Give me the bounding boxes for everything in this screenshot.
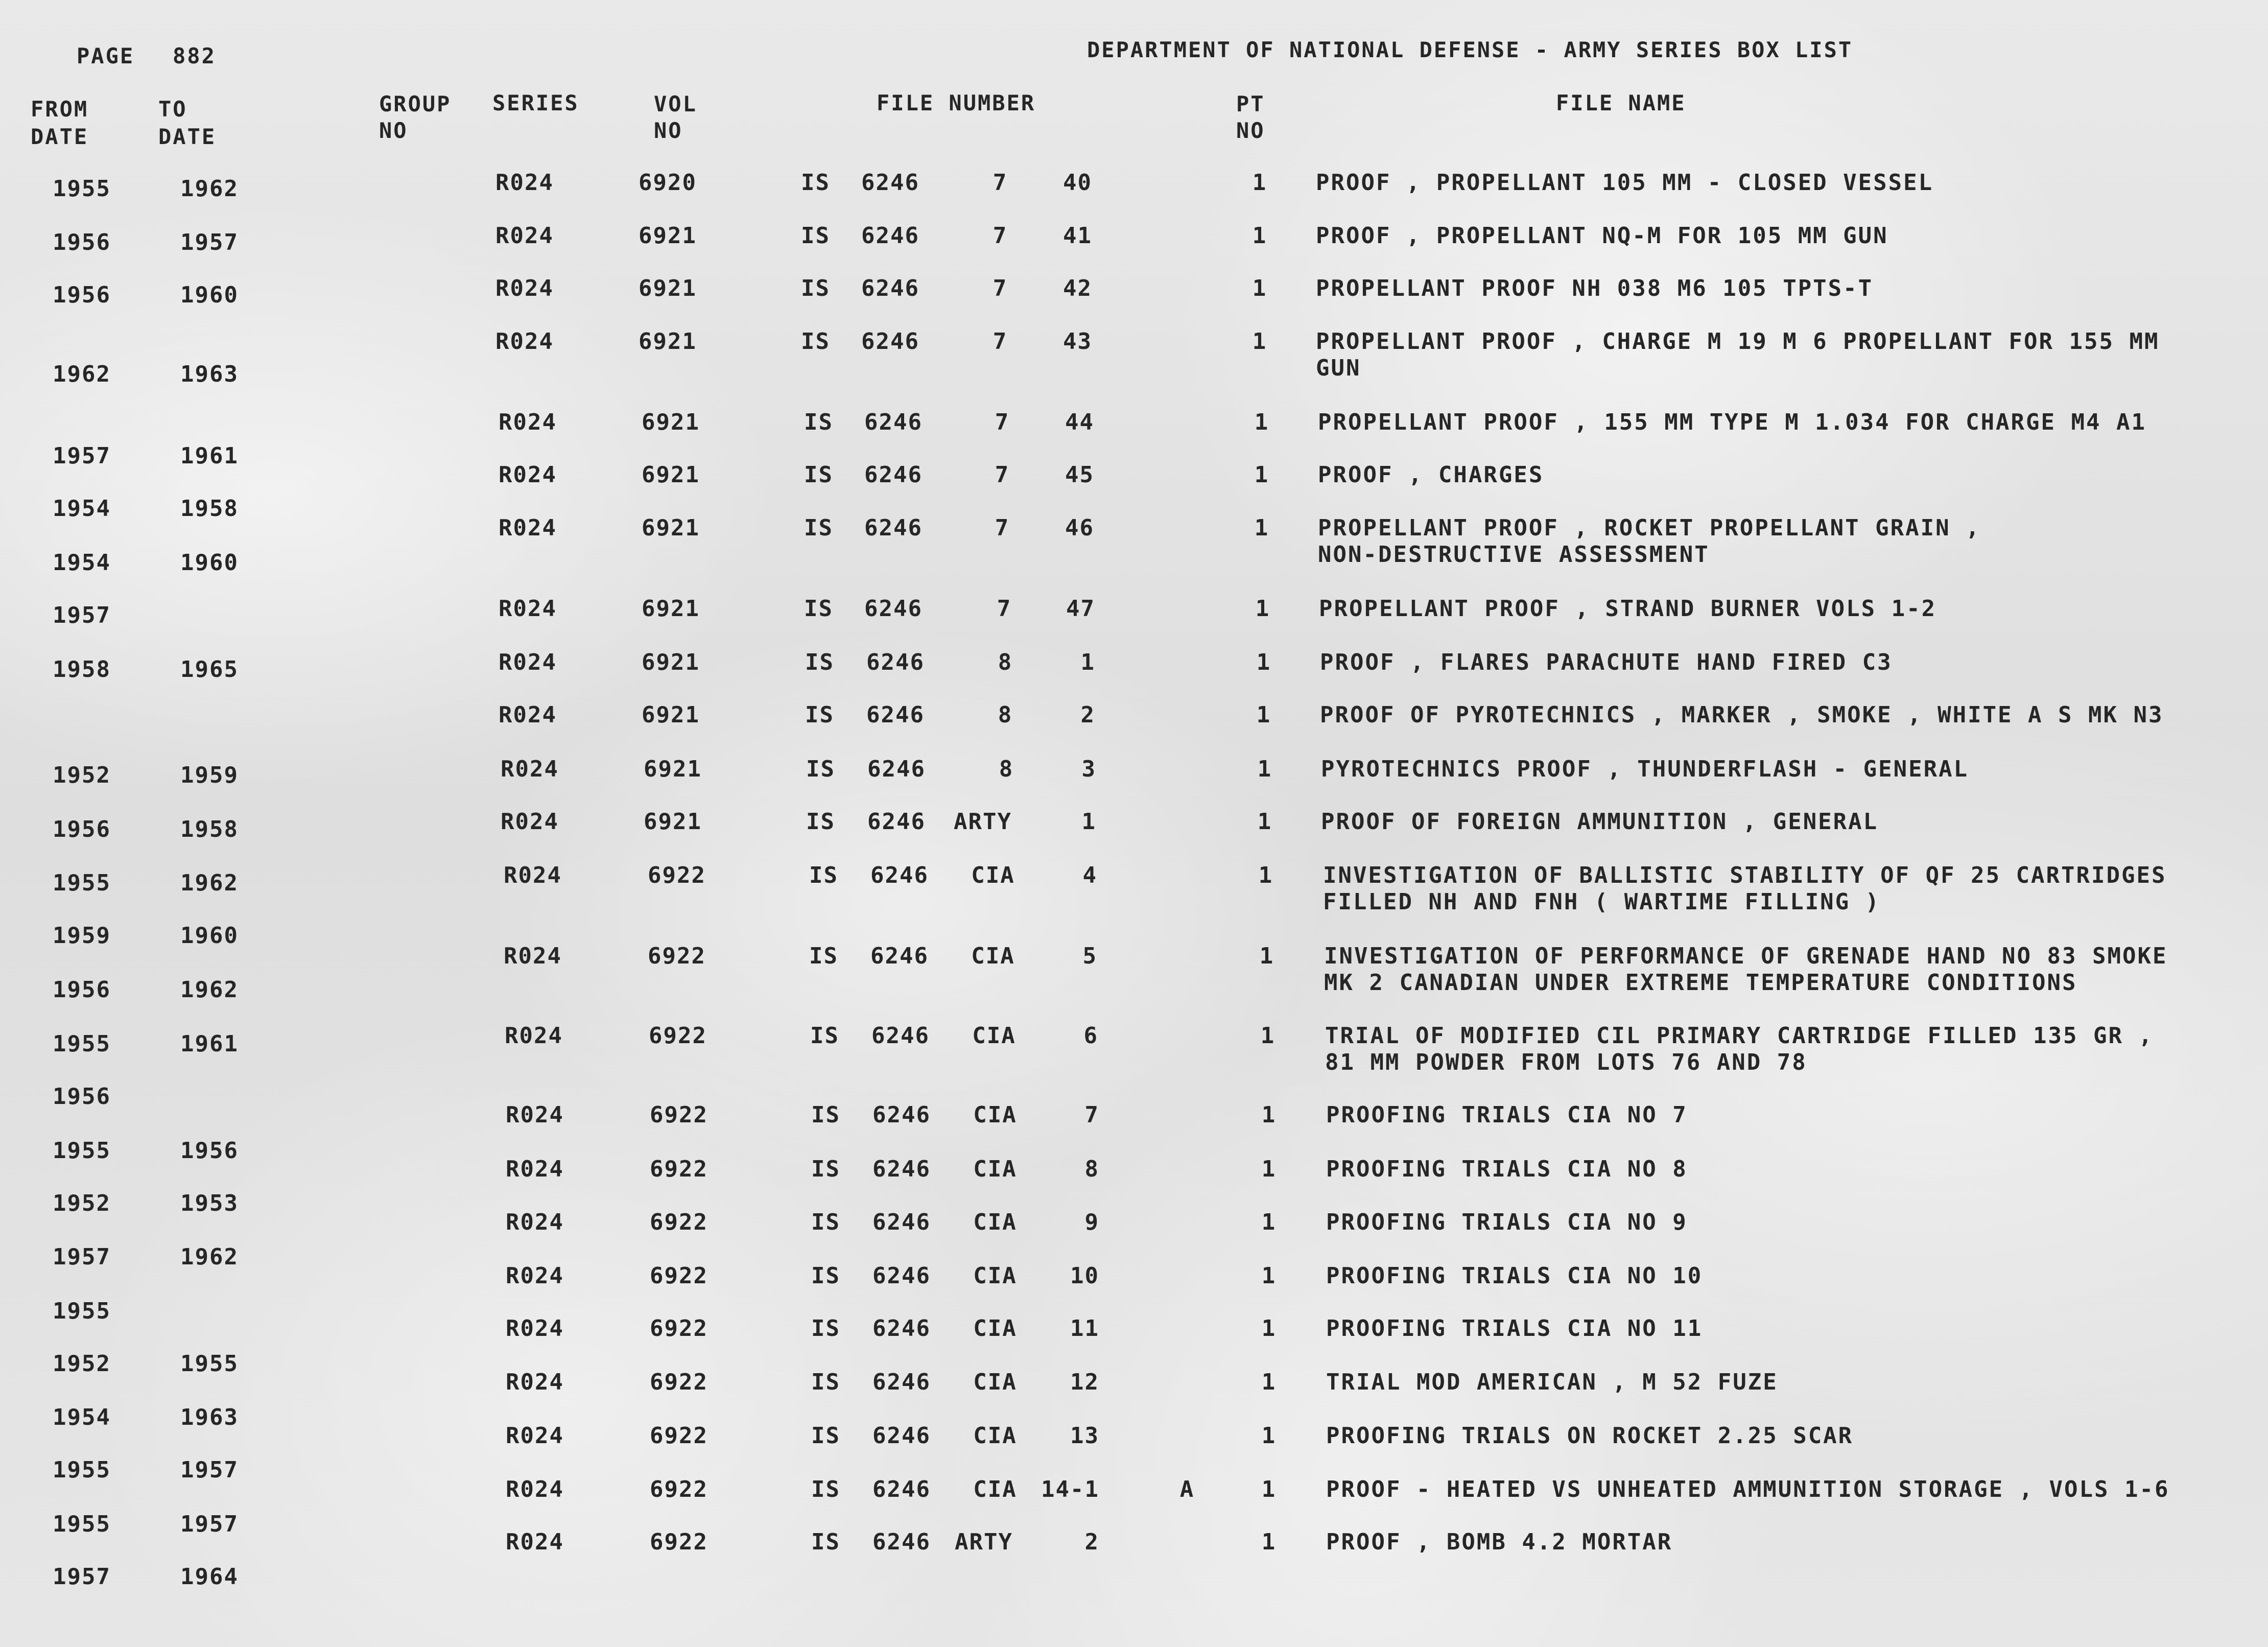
file-main-cell: 6246 <box>866 649 925 675</box>
table-row <box>0 409 2268 435</box>
file-main-cell: 6246 <box>861 275 919 301</box>
file-name-cell: PROOFING TRIALS CIA NO 11 <box>1326 1315 1703 1342</box>
vol-cell: 6921 <box>644 756 702 782</box>
file-item-cell: 8 <box>1084 1156 1099 1182</box>
pt-cell: 1 <box>1260 1023 1275 1049</box>
document-title: DEPARTMENT OF NATIONAL DEFENSE - ARMY SERIES BOX LIST <box>1087 37 1853 62</box>
header-series: SERIES <box>492 90 579 115</box>
table-row <box>0 1156 2268 1182</box>
from-date: 1956 <box>53 816 111 842</box>
file-main-cell: 6246 <box>861 223 919 249</box>
pt-cell: 1 <box>1254 409 1269 435</box>
to-date: 1957 <box>180 1457 239 1483</box>
file-main-cell: 6246 <box>872 1209 931 1235</box>
file-item-cell: 2 <box>1080 702 1095 728</box>
file-sub-cell: CIA <box>973 1476 1017 1502</box>
series-cell: R024 <box>499 702 557 728</box>
to-date: 1960 <box>180 923 239 949</box>
vol-cell: 6921 <box>642 702 700 728</box>
file-sub-cell: CIA <box>973 1369 1017 1395</box>
from-date: 1954 <box>53 550 111 576</box>
file-name-cell: INVESTIGATION OF BALLISTIC STABILITY OF QF 25 CARTRIDGES <box>1323 862 2167 888</box>
file-main-cell: 6246 <box>872 1529 931 1555</box>
series-cell: R024 <box>504 943 562 969</box>
file-prefix-cell: IS <box>811 1156 840 1182</box>
file-prefix-cell: IS <box>811 1102 840 1128</box>
to-date: 1957 <box>180 1511 239 1537</box>
vol-cell: 6922 <box>649 1023 707 1049</box>
file-sub-cell: ARTY <box>954 809 1012 835</box>
to-date: 1961 <box>180 1031 239 1057</box>
file-main-cell: 6246 <box>872 1315 931 1342</box>
pt-cell: 1 <box>1261 1369 1277 1395</box>
to-date: 1957 <box>180 229 239 255</box>
to-date: 1953 <box>180 1190 239 1216</box>
file-name-cell: PROOF , CHARGES <box>1318 462 1544 488</box>
pt-cell: 1 <box>1256 649 1271 675</box>
vol-cell: 6921 <box>639 275 697 301</box>
file-item-cell: 2 <box>1084 1529 1099 1555</box>
header-group-no-line2: NO <box>379 118 408 143</box>
to-date: 1964 <box>180 1564 239 1590</box>
file-prefix-cell: IS <box>805 702 834 728</box>
from-date: 1957 <box>53 443 111 469</box>
from-date: 1958 <box>53 656 111 683</box>
from-date: 1952 <box>53 762 111 788</box>
pt-cell: 1 <box>1261 1315 1277 1342</box>
file-prefix-cell: IS <box>811 1209 840 1235</box>
vol-cell: 6922 <box>650 1156 708 1182</box>
series-cell: R024 <box>499 596 557 622</box>
vol-cell: 6921 <box>642 462 700 488</box>
series-cell: R024 <box>501 756 559 782</box>
vol-cell: 6921 <box>642 409 700 435</box>
vol-cell: 6922 <box>650 1102 708 1128</box>
file-item-cell: 47 <box>1066 596 1095 622</box>
file-main-cell: 6246 <box>872 1263 931 1289</box>
table-row <box>0 1209 2268 1235</box>
file-sub-cell: 8 <box>998 649 1013 675</box>
series-cell: R024 <box>499 515 557 541</box>
file-main-cell: 6246 <box>864 596 923 622</box>
from-date: 1956 <box>53 282 111 308</box>
to-date: 1960 <box>180 550 239 576</box>
series-cell: R024 <box>499 649 557 675</box>
file-prefix-cell: IS <box>801 223 830 249</box>
file-sub-cell: CIA <box>972 1023 1016 1049</box>
file-name-cell: PROOF OF FOREIGN AMMUNITION , GENERAL <box>1321 809 1879 835</box>
file-item-cell: 7 <box>1084 1102 1099 1128</box>
file-sub-cell: CIA <box>973 1423 1017 1449</box>
to-date: 1962 <box>180 870 239 896</box>
file-name-cell: PYROTECHNICS PROOF , THUNDERFLASH - GENERAL <box>1321 756 1969 782</box>
file-name-cell: PROOF , FLARES PARACHUTE HAND FIRED C3 <box>1320 649 1893 675</box>
series-cell: R024 <box>504 862 562 888</box>
file-main-cell: 6246 <box>864 515 923 541</box>
header-file-number: FILE NUMBER <box>877 90 1036 115</box>
from-date: 1955 <box>53 176 111 202</box>
pt-cell: 1 <box>1254 462 1269 488</box>
file-main-cell: 6246 <box>866 702 925 728</box>
to-date: 1960 <box>180 282 239 308</box>
from-date: 1955 <box>53 1298 111 1324</box>
vol-cell: 6922 <box>650 1529 708 1555</box>
table-row <box>0 1529 2268 1555</box>
file-prefix-cell: IS <box>811 1529 840 1555</box>
pt-cell: 1 <box>1261 1529 1277 1555</box>
pt-cell: 1 <box>1252 223 1267 249</box>
file-name-cell: PROOF , PROPELLANT NQ-M FOR 105 MM GUN <box>1316 223 1888 249</box>
file-sub-cell: 7 <box>995 462 1010 488</box>
file-name-cell: INVESTIGATION OF PERFORMANCE OF GRENADE HAND NO 83 SMOKE <box>1324 943 2168 969</box>
to-date: 1961 <box>180 443 239 469</box>
series-cell: R024 <box>495 223 554 249</box>
file-prefix-cell: IS <box>805 649 834 675</box>
to-date: 1958 <box>180 816 239 842</box>
from-date: 1957 <box>53 602 111 628</box>
table-row <box>0 1369 2268 1395</box>
file-item-cell: 6 <box>1083 1023 1098 1049</box>
file-prefix-cell: IS <box>810 1023 839 1049</box>
file-sub-cell: ARTY <box>955 1529 1013 1555</box>
file-sub-cell: 8 <box>999 756 1014 782</box>
from-date: 1954 <box>53 1404 111 1430</box>
to-date: 1962 <box>180 176 239 202</box>
file-main-cell: 6246 <box>861 328 919 355</box>
from-date: 1955 <box>53 1138 111 1164</box>
series-cell: R024 <box>495 170 554 196</box>
file-main-cell: 6246 <box>864 409 923 435</box>
file-main-cell: 6246 <box>872 1476 931 1502</box>
series-cell: R024 <box>501 809 559 835</box>
pt-cell: 1 <box>1261 1102 1277 1128</box>
pt-cell: 1 <box>1259 943 1274 969</box>
file-sub-cell: CIA <box>973 1263 1017 1289</box>
file-name-cell: PROOF , PROPELLANT 105 MM - CLOSED VESSEL <box>1316 170 1934 196</box>
from-date: 1957 <box>53 1564 111 1590</box>
file-item-cell: 40 <box>1063 170 1092 196</box>
file-item-cell: 5 <box>1082 943 1097 969</box>
pt-cell: 1 <box>1261 1156 1277 1182</box>
series-cell: R024 <box>506 1156 564 1182</box>
file-prefix-cell: IS <box>811 1476 840 1502</box>
file-prefix-cell: IS <box>811 1315 840 1342</box>
header-group-no-line1: GROUP <box>379 91 452 116</box>
to-date: 1965 <box>180 656 239 683</box>
to-date: 1962 <box>180 1244 239 1270</box>
from-date: 1956 <box>53 1084 111 1110</box>
file-prefix-cell: IS <box>804 515 833 541</box>
vol-cell: 6922 <box>650 1369 708 1395</box>
page-label: PAGE <box>77 43 135 68</box>
series-cell: R024 <box>506 1369 564 1395</box>
vol-cell: 6921 <box>644 809 702 835</box>
from-date: 1955 <box>53 1511 111 1537</box>
to-date: 1958 <box>180 496 239 522</box>
series-cell: R024 <box>506 1315 564 1342</box>
header-to-date-line2: DATE <box>158 124 217 149</box>
series-cell: R024 <box>506 1529 564 1555</box>
file-main-cell: 6246 <box>872 1423 931 1449</box>
table-row <box>0 462 2268 488</box>
header-file-name: FILE NAME <box>1556 90 1686 115</box>
vol-cell: 6922 <box>648 862 706 888</box>
file-prefix-cell: IS <box>804 596 833 622</box>
pt-cell: 1 <box>1261 1209 1277 1235</box>
vol-cell: 6922 <box>650 1263 708 1289</box>
vol-cell: 6922 <box>648 943 706 969</box>
file-prefix-cell: IS <box>811 1369 840 1395</box>
file-main-cell: 6246 <box>870 862 929 888</box>
to-date: 1955 <box>180 1351 239 1377</box>
to-date: 1963 <box>180 361 239 387</box>
file-item-cell: 13 <box>1070 1423 1099 1449</box>
pt-cell: 1 <box>1255 596 1270 622</box>
file-main-cell: 6246 <box>872 1156 931 1182</box>
file-sub-cell: CIA <box>973 1315 1017 1342</box>
from-date: 1954 <box>53 496 111 522</box>
series-cell: R024 <box>495 328 554 355</box>
pt-cell: 1 <box>1261 1423 1277 1449</box>
file-name-cell: PROPELLANT PROOF , CHARGE M 19 M 6 PROPELLANT FOR 155 MM <box>1316 328 2160 355</box>
vol-cell: 6921 <box>642 649 700 675</box>
series-cell: R024 <box>505 1023 563 1049</box>
pt-cell: 1 <box>1261 1263 1277 1289</box>
table-row <box>0 702 2268 728</box>
file-sub-cell: 7 <box>993 328 1008 355</box>
pt-cell: 1 <box>1258 862 1273 888</box>
series-cell: R024 <box>499 409 557 435</box>
to-date: 1963 <box>180 1404 239 1430</box>
file-prefix-cell: IS <box>804 462 833 488</box>
file-item-cell: 3 <box>1081 756 1096 782</box>
from-date: 1955 <box>53 870 111 896</box>
from-date: 1955 <box>53 1031 111 1057</box>
file-prefix-cell: IS <box>804 409 833 435</box>
file-prefix-cell: IS <box>809 862 838 888</box>
file-sub-cell: CIA <box>973 1209 1017 1235</box>
series-cell: R024 <box>495 275 554 301</box>
file-prefix-cell: IS <box>806 756 835 782</box>
series-cell: R024 <box>499 462 557 488</box>
file-item-cell: 10 <box>1070 1263 1099 1289</box>
file-name-cell: TRIAL MOD AMERICAN , M 52 FUZE <box>1326 1369 1778 1395</box>
file-prefix-cell: IS <box>811 1423 840 1449</box>
page-number: 882 <box>173 43 216 68</box>
header-from-date-line1: FROM <box>31 97 89 122</box>
from-date: 1952 <box>53 1351 111 1377</box>
to-date: 1959 <box>180 762 239 788</box>
table-row <box>0 1102 2268 1128</box>
file-sub-cell: 7 <box>993 275 1008 301</box>
file-name-cell: PROOFING TRIALS CIA NO 8 <box>1326 1156 1688 1182</box>
file-name-cell-line2: NON-DESTRUCTIVE ASSESSMENT <box>1318 542 1710 568</box>
from-date: 1959 <box>53 923 111 949</box>
file-item-cell: 9 <box>1084 1209 1099 1235</box>
file-item-cell: 1 <box>1080 649 1095 675</box>
file-item-cell: 41 <box>1063 223 1092 249</box>
file-item-cell: 45 <box>1065 462 1094 488</box>
file-sub-cell: CIA <box>971 943 1015 969</box>
file-prefix-cell: IS <box>801 275 830 301</box>
file-item-cell: 14-1 <box>1041 1476 1099 1502</box>
from-date: 1956 <box>53 977 111 1003</box>
file-prefix-cell: IS <box>806 809 835 835</box>
header-to-date-line1: TO <box>158 97 187 122</box>
file-sub-cell: 7 <box>997 596 1012 622</box>
vol-cell: 6922 <box>650 1476 708 1502</box>
vol-cell: 6920 <box>639 170 697 196</box>
from-date: 1957 <box>53 1244 111 1270</box>
file-item-cell: 12 <box>1070 1369 1099 1395</box>
file-main-cell: 6246 <box>872 1102 931 1128</box>
to-date: 1956 <box>180 1138 239 1164</box>
vol-cell: 6922 <box>650 1423 708 1449</box>
series-cell: R024 <box>506 1423 564 1449</box>
table-row <box>0 1423 2268 1449</box>
pt-cell: 1 <box>1252 328 1267 355</box>
file-item-cell: 11 <box>1070 1315 1099 1342</box>
file-main-cell: 6246 <box>864 462 923 488</box>
vol-cell: 6922 <box>650 1209 708 1235</box>
from-date: 1962 <box>53 361 111 387</box>
series-cell: R024 <box>506 1102 564 1128</box>
file-name-cell: PROOF - HEATED VS UNHEATED AMMUNITION STORAGE , VOLS 1-6 <box>1326 1476 2170 1502</box>
file-name-cell: PROPELLANT PROOF , ROCKET PROPELLANT GRAIN , <box>1318 515 1981 541</box>
file-name-cell: PROPELLANT PROOF NH 038 M6 105 TPTS-T <box>1316 275 1874 301</box>
file-main-cell: 6246 <box>872 1369 931 1395</box>
vol-cell: 6921 <box>642 515 700 541</box>
pt-cell: 1 <box>1261 1476 1277 1502</box>
file-prefix-cell: IS <box>801 170 830 196</box>
series-cell: R024 <box>506 1209 564 1235</box>
file-sub-cell: CIA <box>971 862 1015 888</box>
pt-cell: 1 <box>1254 515 1269 541</box>
file-name-cell: PROOFING TRIALS CIA NO 10 <box>1326 1263 1703 1289</box>
vol-cell: 6921 <box>639 223 697 249</box>
ref-cell: A <box>1179 1476 1195 1502</box>
file-prefix-cell: IS <box>809 943 838 969</box>
to-date: 1962 <box>180 977 239 1003</box>
file-name-cell-line2: FILLED NH AND FNH ( WARTIME FILLING ) <box>1323 889 1881 915</box>
file-name-cell-line2: 81 MM POWDER FROM LOTS 76 AND 78 <box>1325 1049 1807 1075</box>
from-date: 1956 <box>53 229 111 255</box>
vol-cell: 6921 <box>642 596 700 622</box>
header-pt-no-line1: PT <box>1236 91 1265 116</box>
series-cell: R024 <box>506 1263 564 1289</box>
pt-cell: 1 <box>1252 170 1267 196</box>
from-date: 1955 <box>53 1457 111 1483</box>
file-item-cell: 43 <box>1063 328 1092 355</box>
file-main-cell: 6246 <box>867 756 926 782</box>
file-main-cell: 6246 <box>861 170 919 196</box>
file-sub-cell: 7 <box>993 170 1008 196</box>
file-item-cell: 1 <box>1081 809 1096 835</box>
pt-cell: 1 <box>1256 702 1271 728</box>
series-cell: R024 <box>506 1476 564 1502</box>
file-name-cell: PROOF , BOMB 4.2 MORTAR <box>1326 1529 1673 1555</box>
file-main-cell: 6246 <box>871 1023 930 1049</box>
file-sub-cell: CIA <box>973 1102 1017 1128</box>
file-sub-cell: 7 <box>995 515 1010 541</box>
file-main-cell: 6246 <box>867 809 926 835</box>
file-name-cell: PROPELLANT PROOF , STRAND BURNER VOLS 1-2 <box>1319 596 1937 622</box>
file-name-cell: TRIAL OF MODIFIED CIL PRIMARY CARTRIDGE FILLED 135 GR , <box>1325 1023 2154 1049</box>
file-sub-cell: CIA <box>973 1156 1017 1182</box>
header-vol-no-line1: VOL <box>654 91 697 116</box>
file-item-cell: 44 <box>1065 409 1094 435</box>
header-from-date-line2: DATE <box>31 124 89 149</box>
file-sub-cell: 7 <box>993 223 1008 249</box>
file-prefix-cell: IS <box>811 1263 840 1289</box>
vol-cell: 6921 <box>639 328 697 355</box>
header-pt-no-line2: NO <box>1236 118 1265 143</box>
file-name-cell: PROOF OF PYROTECHNICS , MARKER , SMOKE , WHITE A S MK N3 <box>1320 702 2164 728</box>
file-sub-cell: 8 <box>998 702 1013 728</box>
header-vol-no-line2: NO <box>654 118 683 143</box>
file-item-cell: 4 <box>1082 862 1097 888</box>
table-row <box>0 1263 2268 1289</box>
pt-cell: 1 <box>1252 275 1267 301</box>
file-name-cell: PROOFING TRIALS ON ROCKET 2.25 SCAR <box>1326 1423 1854 1449</box>
pt-cell: 1 <box>1257 809 1272 835</box>
file-sub-cell: 7 <box>995 409 1010 435</box>
file-name-cell: PROPELLANT PROOF , 155 MM TYPE M 1.034 FOR CHARGE M4 A1 <box>1318 409 2146 435</box>
file-item-cell: 42 <box>1063 275 1092 301</box>
file-main-cell: 6246 <box>870 943 929 969</box>
vol-cell: 6922 <box>650 1315 708 1342</box>
from-date: 1952 <box>53 1190 111 1216</box>
file-name-cell-line2: MK 2 CANADIAN UNDER EXTREME TEMPERATURE CONDITIONS <box>1324 970 2077 996</box>
file-prefix-cell: IS <box>801 328 830 355</box>
file-name-cell-line2: GUN <box>1316 355 1361 381</box>
file-name-cell: PROOFING TRIALS CIA NO 9 <box>1326 1209 1688 1235</box>
file-name-cell: PROOFING TRIALS CIA NO 7 <box>1326 1102 1688 1128</box>
file-item-cell: 46 <box>1065 515 1094 541</box>
pt-cell: 1 <box>1257 756 1272 782</box>
